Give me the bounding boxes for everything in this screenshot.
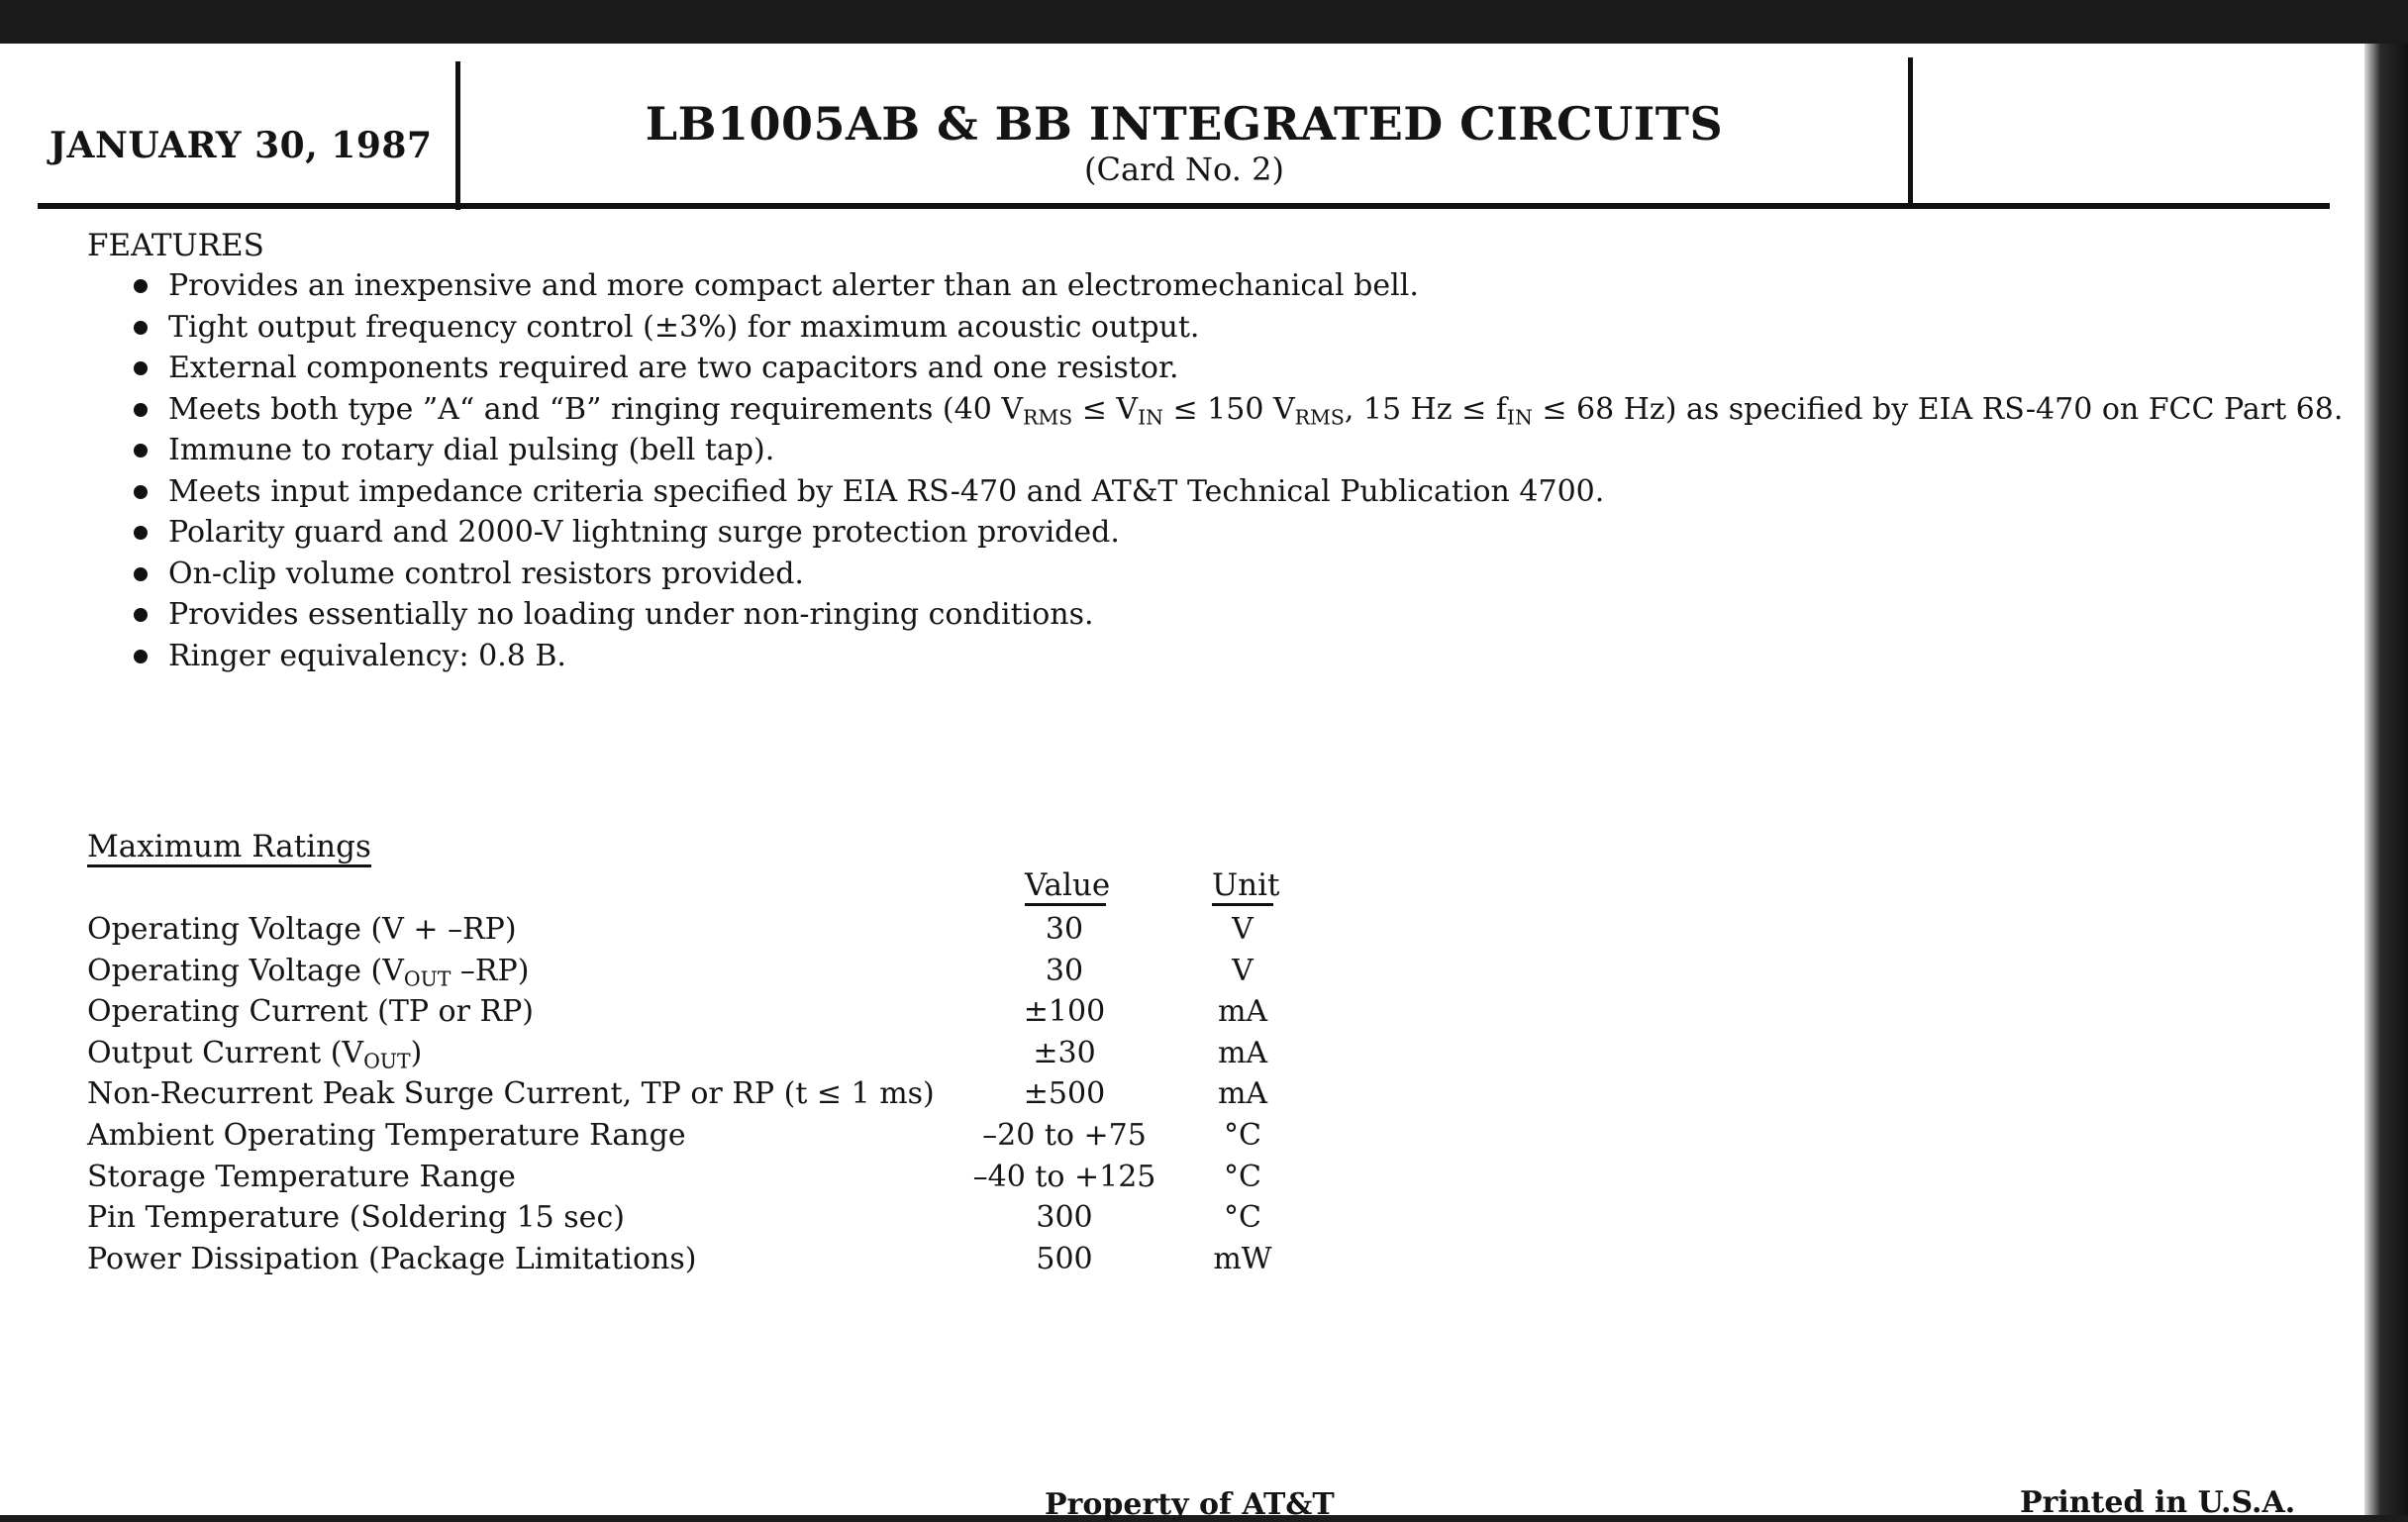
feature-item: External components required are two capacitors and one resistor. (129, 348, 2343, 389)
bullet-icon (134, 526, 148, 540)
param-value: –40 to +125 (972, 1159, 1156, 1194)
param-name: Storage Temperature Range (87, 1159, 516, 1194)
ratings-heading: Maximum Ratings (87, 829, 371, 867)
feature-item: Ringer equivalency: 0.8 B. (129, 636, 2343, 677)
table-row (0, 991, 1386, 1033)
data-card (0, 44, 2364, 1522)
feature-item: Meets both type ”A“ and “B” ringing requirements (40 $V_{RMS} \le V_{IN} \le 150$ $V_{RMS}$, 15 $Hz \le f_{IN} \le 68$ Hz) as specified by EIA RS-470 on FCC Part 68. (129, 389, 2343, 431)
param-unit: mA (1217, 1035, 1268, 1070)
param-unit: V (1232, 912, 1254, 947)
feature-item: On-clip volume control resistors provided. (129, 554, 2343, 595)
footer-property: Property of AT&T (1045, 1487, 1335, 1522)
card-number: (Card No. 2) (1084, 151, 1284, 188)
param-value: –20 to +75 (982, 1117, 1147, 1153)
bullet-icon (134, 567, 148, 581)
bullet-icon (134, 485, 148, 499)
feature-item: Meets input impedance criteria specified by EIA RS-470 and AT&T Technical Publication 4700. (129, 471, 2343, 513)
param-unit: °C (1224, 1200, 1261, 1236)
table-row (0, 1157, 1386, 1198)
param-value: 300 (1036, 1200, 1093, 1236)
bullet-icon (134, 321, 148, 335)
unit-column-header: Unit (1212, 867, 1273, 906)
param-name: Operating Current (TP or RP) (87, 994, 534, 1030)
features-list (129, 265, 2343, 676)
param-unit: °C (1224, 1117, 1261, 1153)
table-row (0, 1115, 1386, 1157)
param-unit: mW (1213, 1241, 1272, 1276)
feature-item: Provides essentially no loading under non-ringing conditions. (129, 594, 2343, 636)
header-divider-right (1908, 57, 1913, 206)
scan-right-border (2364, 44, 2408, 1515)
table-row (0, 1197, 1386, 1239)
ratings-table (0, 909, 1386, 1279)
feature-item: Tight output frequency control (±3%) for maximum acoustic output. (129, 307, 2343, 349)
param-name: Power Dissipation (Package Limitations) (87, 1241, 697, 1276)
table-row (0, 1239, 1386, 1280)
param-unit: V (1232, 953, 1254, 988)
param-unit: °C (1224, 1159, 1261, 1194)
param-unit: mA (1217, 994, 1268, 1030)
param-value: ±500 (1023, 1076, 1106, 1112)
header-date: JANUARY 30, 1987 (50, 125, 433, 166)
bullet-icon (134, 279, 148, 293)
bullet-icon (134, 608, 148, 622)
param-name: Operating Voltage ($V_{OUT}$ –RP) (87, 953, 530, 991)
header-divider-left (455, 61, 460, 210)
features-heading: FEATURES (87, 228, 264, 263)
bullet-icon (134, 403, 148, 417)
bullet-icon (134, 361, 148, 375)
param-name: Ambient Operating Temperature Range (87, 1117, 686, 1153)
bullet-icon (134, 444, 148, 457)
page-title: LB1005AB & BB INTEGRATED CIRCUITS (645, 97, 1724, 151)
table-row (0, 1033, 1386, 1074)
param-value: 30 (1045, 953, 1084, 988)
bullet-icon (134, 650, 148, 663)
table-row (0, 909, 1386, 951)
param-value: 30 (1045, 912, 1084, 947)
feature-item: Immune to rotary dial pulsing (bell tap). (129, 430, 2343, 471)
param-value: ±30 (1033, 1035, 1096, 1070)
param-value: 500 (1036, 1241, 1093, 1276)
table-row (0, 951, 1386, 992)
param-value: ±100 (1023, 994, 1106, 1030)
header-rule (38, 203, 2330, 209)
param-name: Operating Voltage (V + –RP) (87, 912, 517, 947)
footer-printed: Printed in U.S.A. (2020, 1485, 2296, 1520)
param-unit: mA (1217, 1076, 1268, 1112)
table-row (0, 1073, 1386, 1115)
feature-item: Provides an inexpensive and more compact alerter than an electromechanical bell. (129, 265, 2343, 307)
scan-top-border (0, 0, 2408, 44)
param-name: Non-Recurrent Peak Surge Current, TP or RP (t ≤ 1 ms) (87, 1076, 935, 1112)
param-name: Pin Temperature (Soldering 15 sec) (87, 1200, 625, 1236)
param-name: Output Current $(V_{OUT})$ (87, 1035, 423, 1073)
feature-item: Polarity guard and 2000-V lightning surge protection provided. (129, 512, 2343, 554)
value-column-header: Value (1025, 867, 1106, 906)
